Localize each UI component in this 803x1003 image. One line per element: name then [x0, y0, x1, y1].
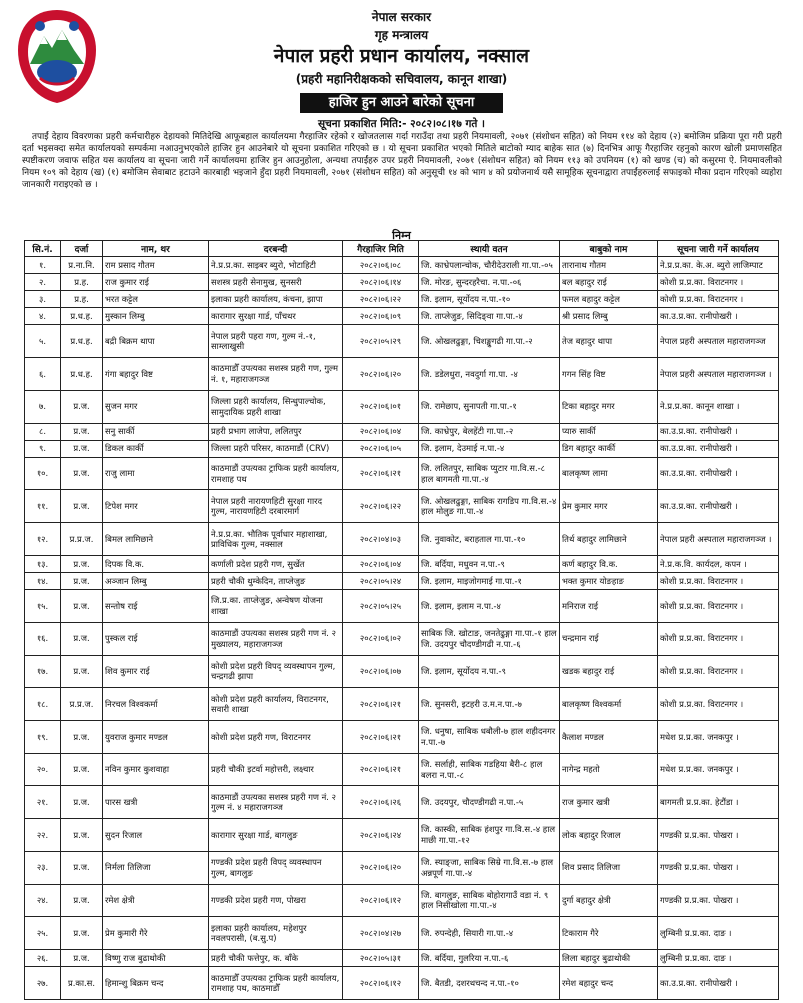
table-row [25, 590, 779, 623]
serial-cell: १८. [25, 688, 61, 721]
table-row [25, 257, 779, 274]
father-name-cell: रमेश बहादुर चन्द [560, 967, 658, 1000]
table-row [25, 523, 779, 556]
issuing-office-cell: लुम्बिनी प्र.प्र.का. दाङ । [658, 949, 779, 966]
address-cell: जि. धनुषा, साबिक धबौली-७ हाल शहीदनगर न.पा.-७ [419, 720, 560, 753]
father-name-cell: श्री प्रसाद लिम्बु [560, 308, 658, 325]
absent-date-cell: २०८२।०६।२१ [343, 753, 419, 786]
address-cell: जि. सुनसरी, इटहरी उ.म.न.पा.-७ [419, 688, 560, 721]
serial-cell: १९. [25, 720, 61, 753]
address-cell: जि. इलाम, सूर्योदय न.पा.-१० [419, 291, 560, 308]
serial-cell: २६. [25, 949, 61, 966]
rank-cell: प्र.ज. [61, 490, 103, 523]
publication-date: सूचना प्रकाशित मिति:- २०८२।०८।१७ गते । [318, 118, 485, 130]
rank-cell: प्र.प्र.ज. [61, 523, 103, 556]
posting-cell: गण्डकी प्रदेश प्रहरी गण, पोखरा [209, 884, 343, 917]
name-cell: सुजन मगर [103, 390, 209, 423]
father-name-cell: लिला बहादुर बुढाथोकी [560, 949, 658, 966]
absent-date-cell: २०८२।०६।२२ [343, 490, 419, 523]
posting-cell: काठमाडौँ उपत्यका सशस्त्र प्रहरी गण, गुल्म नं. १, महाराजगञ्ज [209, 358, 343, 391]
rank-cell: प्र.ज. [61, 390, 103, 423]
section-name: (प्रहरी महानिरीक्षकको सचिवालय, कानून शाखा) [295, 72, 508, 86]
serial-cell: २४. [25, 884, 61, 917]
serial-cell: ११. [25, 490, 61, 523]
rank-cell: प्र.ज. [61, 819, 103, 852]
serial-cell: १२. [25, 523, 61, 556]
rank-cell: प्र.ना.नि. [61, 257, 103, 274]
serial-cell: १४. [25, 572, 61, 589]
posting-cell: ने.प्र.प्र.का. भौतिक पूर्वाधार महाशाखा, प्राविधिक गुल्म, नक्साल [209, 523, 343, 556]
issuing-office-cell: लुम्बिनी प्र.प्र.का. दाङ । [658, 917, 779, 950]
father-name-cell: प्रेम कुमार मगर [560, 490, 658, 523]
rank-cell: प्र.ध.ह. [61, 358, 103, 391]
name-cell: सन्तोष राई [103, 590, 209, 623]
notice-paragraph: तपाईं देहाय विवरणका प्रहरी कर्मचारीहरु देहायको मितिदेखि आफूबहाल कार्यालयमा गैरहाजिर रहेको र खोजतलास गर्दा गराउँदा तथा प्रहरी नियमावली, २०७१ (संशोधन सहित) को नियम ११४ को देहाय (२) बमोजिम प्रक्रिया पूरा गरी प्रहरी दर्ता भइसक्दा समेत कार्यालयको सम्पर्कमा नआउनुभएकोले हाजिर हुन आउनेबारे यो सूचना प्रकाशित गरिएको छ । यो सूचना प्रकाशित भएको मितिले बाटोको म्याद बाहेक सात (७) दिनभित्र आफू गैरहाजिर रहनुको कारण खोली प्रमाणसहित स्पष्टीकरण जवाफ सहित यस कार्यालय वा सूचना जारी गर्ने कार्यालयमा हाजिर हुन आउनुहोला, अन्यथा तपाईंहरु उपर प्रहरी नियमावली, २०७१ (संशोधन सहित) को नियम ११३ को उपनियम (१) को खण्ड (च) को कसुरमा ऐ. नियमावलीको नियम १०९ को देहाय (ख) (१) बमोजिम सेवाबाट हटाउने कारबाही भइजाने हुँदा प्रहरी नियमावली, २०७१ (संशोधन सहित) को अनुसूची १४ को भाग ४ को प्रयोजनार्थ यसै सामूहिक सूचनाद्वारा तपाईंहरुलाई सफाइको मौका प्रदान गरिएको व्यहोरा जानकारी गराइएको छ । [22, 132, 782, 190]
father-name-cell: गगन सिंह विष्ट [560, 358, 658, 391]
absent-date-cell: २०८२।०६।०४ [343, 555, 419, 572]
serial-cell: ३. [25, 291, 61, 308]
father-name-cell: बालकृष्ण लामा [560, 457, 658, 490]
table-row [25, 308, 779, 325]
rank-cell: प्र.ज. [61, 572, 103, 589]
address-cell: जि. बैतडी, दशरथचन्द न.पा.-१० [419, 967, 560, 1000]
father-name-cell: दुर्गा बहादुर क्षेत्री [560, 884, 658, 917]
address-cell: जि. बर्दिया, मधुवन न.पा.-९ [419, 555, 560, 572]
table-row [25, 655, 779, 688]
father-name-cell: टिकाराम गैरे [560, 917, 658, 950]
issuing-office-cell: कोशी प्र.प्र.का. विराटनगर । [658, 291, 779, 308]
serial-cell: १६. [25, 622, 61, 655]
posting-cell: कारागार सुरक्षा गार्ड, बागलुङ [209, 819, 343, 852]
serial-cell: २७. [25, 967, 61, 1000]
name-cell: हिमान्शु बिक्रम चन्द [103, 967, 209, 1000]
father-name-cell: लोक बहादुर रिजाल [560, 819, 658, 852]
table-row [25, 291, 779, 308]
table-row [25, 572, 779, 589]
rank-cell: प्र.ज. [61, 555, 103, 572]
issuing-office-cell: कोशी प्र.प्र.का. विराटनगर । [658, 590, 779, 623]
absent-date-cell: २०८२।०६।२१ [343, 688, 419, 721]
address-cell: जि. इलाम, देउमाई न.पा.-४ [419, 440, 560, 457]
address-cell: जि. इलाम, इलाम न.पा.-४ [419, 590, 560, 623]
serial-cell: १. [25, 257, 61, 274]
rank-cell: प्र.ध.ह. [61, 325, 103, 358]
father-name-cell: कर्ण बहादुर वि.क. [560, 555, 658, 572]
issuing-office-cell: कोशी प्र.प्र.का. विराटनगर । [658, 688, 779, 721]
serial-cell: ४. [25, 308, 61, 325]
posting-cell: नेपाल प्रहरी नारायणहिटी सुरक्षा गारद गुल्म, नारायणहिटी दरबारमार्ग [209, 490, 343, 523]
table-row [25, 440, 779, 457]
issuing-office-cell: ने.प्र.प्र.का. के.अ. ब्युरो लाजिम्पाट [658, 257, 779, 274]
posting-cell: प्रहरी चौकी इटर्वा महोत्तरी, लक्ष्चार [209, 753, 343, 786]
name-cell: राजु लामा [103, 457, 209, 490]
posting-cell: प्रहरी चौकी फत्तेपुर, क. बाँके [209, 949, 343, 966]
table-row [25, 274, 779, 291]
table-row [25, 555, 779, 572]
rank-cell: प्र.का.स. [61, 967, 103, 1000]
absentee-table [24, 240, 779, 1000]
absent-date-cell: २०८२।०६।२१ [343, 720, 419, 753]
posting-cell: काठमाडौं उपत्यका ट्राफिक प्रहरी कार्यालय, रामशाह पथ [209, 457, 343, 490]
name-cell: टिपेश मगर [103, 490, 209, 523]
list-subheading: निम्न [392, 229, 411, 242]
absent-date-cell: २०८२।०६।०२ [343, 622, 419, 655]
name-cell: डिकल कार्की [103, 440, 209, 457]
table-row [25, 967, 779, 1000]
address-cell: जि. ताप्लेजुङ, सिदिङ्वा गा.पा.-४ [419, 308, 560, 325]
table-row [25, 949, 779, 966]
name-cell: भरत कट्टेल [103, 291, 209, 308]
serial-cell: २. [25, 274, 61, 291]
father-name-cell: चन्द्रमान राई [560, 622, 658, 655]
col-absent-date: गैरहाजिर मिति [343, 241, 419, 257]
table-row [25, 390, 779, 423]
serial-cell: ५. [25, 325, 61, 358]
posting-cell: कोशी प्रदेश प्रहरी विपद् व्यवस्थापन गुल्म, चन्द्रगढी झापा [209, 655, 343, 688]
posting-cell: जि.प्र.का. ताप्लेजुङ, अन्वेषण योजना शाखा [209, 590, 343, 623]
posting-cell: इलाका प्रहरी कार्यालय, महेशपुर नवलपरासी, (ब.सु.प) [209, 917, 343, 950]
rank-cell: प्र.ज. [61, 786, 103, 819]
name-cell: दिपक वि.क. [103, 555, 209, 572]
posting-cell: प्रहरी प्रभाग लाजेपा, ललितपुर [209, 423, 343, 440]
issuing-office-cell: मधेश प्र.प्र.का. जनकपुर । [658, 753, 779, 786]
name-cell: पारस खत्री [103, 786, 209, 819]
issuing-office-cell: ने.प्र.प्र.का. कानून शाखा । [658, 390, 779, 423]
serial-cell: २०. [25, 753, 61, 786]
posting-cell: काठमाडौं उपत्यका सशस्त्र प्रहरी गण नं. २ मुख्यालय, महाराजगञ्ज [209, 622, 343, 655]
issuing-office-cell: ने.प्र.क.वि. कार्यदल, कपन । [658, 555, 779, 572]
absent-date-cell: २०८२।०५।२५ [343, 590, 419, 623]
absent-date-cell: २०८२।०५।२४ [343, 572, 419, 589]
rank-cell: प्र.ज. [61, 917, 103, 950]
address-cell: जि. ओखलढुङ्गा, साबिक रागडिप गा.वि.स.-४ हाल मोलुङ गा.पा.-४ [419, 490, 560, 523]
absent-date-cell: २०८२।०६।०७ [343, 655, 419, 688]
issuing-office-cell: का.उ.प्र.का. रानीपोखरी । [658, 423, 779, 440]
father-name-cell: शिव प्रसाद तिलिजा [560, 851, 658, 884]
address-cell: जि. नुवाकोट, बराहताल गा.पा.-१० [419, 523, 560, 556]
table-row [25, 819, 779, 852]
absent-date-cell: २०८२।०६।०९ [343, 308, 419, 325]
name-cell: मुस्कान लिम्बु [103, 308, 209, 325]
issuing-office-cell: गण्डकी प्र.प्र.का. पोखरा । [658, 884, 779, 917]
address-cell: जि. काभ्रेपुर, बेलहेंटी गा.पा.-२ [419, 423, 560, 440]
col-address: स्थायी वतन [419, 241, 560, 257]
posting-cell: ने.प्र.प्र.का. साइबर ब्युरो, भोटाहिटी [209, 257, 343, 274]
serial-cell: १७. [25, 655, 61, 688]
address-cell: जि. मोरङ, सुन्दरहरैचा. न.पा.-०६ [419, 274, 560, 291]
name-cell: पुस्कल राई [103, 622, 209, 655]
address-cell: जि. बागलुङ, साबिक बोहोरागाउँ वडा नं. ९ हाल निसीखोला गा.पा.-४ [419, 884, 560, 917]
name-cell: निर्मला तिलिजा [103, 851, 209, 884]
table-row [25, 325, 779, 358]
serial-cell: २५. [25, 917, 61, 950]
table-row [25, 358, 779, 391]
posting-cell: काठमाडौं उपत्यका सशस्त्र प्रहरी गण नं. २ गुल्म नं. ४ महाराजगञ्ज [209, 786, 343, 819]
serial-cell: २२. [25, 819, 61, 852]
name-cell: अञ्जान लिम्बु [103, 572, 209, 589]
father-name-cell: नागेन्द्र महतो [560, 753, 658, 786]
name-cell: राम प्रसाद गौतम [103, 257, 209, 274]
name-cell: बिमल लामिछाने [103, 523, 209, 556]
rank-cell: प्र.ज. [61, 884, 103, 917]
issuing-office-cell: कोशी प्र.प्र.का. विराटनगर । [658, 274, 779, 291]
serial-cell: १५. [25, 590, 61, 623]
rank-cell: प्र.ज. [61, 851, 103, 884]
name-cell: नविन कुमार कुशवाहा [103, 753, 209, 786]
father-name-cell: मनिराज राई [560, 590, 658, 623]
rank-cell: प्र.ज. [61, 457, 103, 490]
father-name-cell: बल बहादुर राई [560, 274, 658, 291]
rank-cell: प्र.ह. [61, 291, 103, 308]
father-name-cell: तिर्थ बहादुर लामिछाने [560, 523, 658, 556]
father-name-cell: डिग बहादुर कार्की [560, 440, 658, 457]
table-row [25, 753, 779, 786]
posting-cell: कोशी प्रदेश प्रहरी गण, विराटनगर [209, 720, 343, 753]
issuing-office-cell: का.उ.प्र.का. रानीपोखरी । [658, 457, 779, 490]
rank-cell: प्र.ज. [61, 440, 103, 457]
ministry-name: गृह मन्त्रालय [374, 28, 429, 42]
issuing-office-cell: कोशी प्र.प्र.का. विराटनगर । [658, 655, 779, 688]
father-name-cell: राज कुमार खत्री [560, 786, 658, 819]
absent-date-cell: २०८२।०४।२७ [343, 917, 419, 950]
rank-cell: प्र.ह. [61, 274, 103, 291]
posting-cell: कोशी प्रदेश प्रहरी कार्यालय, विराटनगर, सवारी शाखा [209, 688, 343, 721]
rank-cell: प्र.प्र.ज. [61, 688, 103, 721]
table-row [25, 423, 779, 440]
name-cell: युवराज कुमार मण्डल [103, 720, 209, 753]
name-cell: शिव कुमार राई [103, 655, 209, 688]
posting-cell: काठमाडौँ उपत्यका ट्राफिक प्रहरी कार्यालय, रामशाह पथ, काठमाडौँ [209, 967, 343, 1000]
office-name: नेपाल प्रहरी प्रधान कार्यालय, नक्साल [273, 45, 530, 67]
table-row [25, 786, 779, 819]
name-cell: रमेश क्षेत्री [103, 884, 209, 917]
issuing-office-cell: का.उ.प्र.का. रानीपोखरी । [658, 308, 779, 325]
table-row [25, 884, 779, 917]
rank-cell: प्र.ज. [61, 949, 103, 966]
name-cell: विष्णु राज बुढाथोकी [103, 949, 209, 966]
issuing-office-cell: का.उ.प्र.का. रानीपोखरी । [658, 967, 779, 1000]
issuing-office-cell: कोशी प्र.प्र.का. विराटनगर । [658, 572, 779, 589]
table-row [25, 457, 779, 490]
serial-cell: १३. [25, 555, 61, 572]
col-name: नाम, थर [103, 241, 209, 257]
rank-cell: प्र.ज. [61, 720, 103, 753]
father-name-cell: खडक बहादुर राई [560, 655, 658, 688]
issuing-office-cell: मधेश प्र.प्र.का. जनकपुर । [658, 720, 779, 753]
address-cell: जि. उदयपुर, चौदण्डीगढी न.पा.-५ [419, 786, 560, 819]
table-row [25, 622, 779, 655]
posting-cell: नेपाल प्रहरी पहरा गण, गुल्म नं.-१, साम्लाखुसी [209, 325, 343, 358]
absent-date-cell: २०८२।०६।१२ [343, 967, 419, 1000]
government-name: नेपाल सरकार [371, 10, 432, 24]
table-header-row [25, 241, 779, 257]
name-cell: सुदन रिजाल [103, 819, 209, 852]
rank-cell: प्र.ज. [61, 423, 103, 440]
rank-cell: प्र.ज. [61, 590, 103, 623]
father-name-cell: तारानाथ गौतम [560, 257, 658, 274]
absent-date-cell: २०८२।०६।२६ [343, 786, 419, 819]
posting-cell: जिल्ला प्रहरी कार्यालय, सिन्धुपाल्चोक, सामुदायिक प्रहरी शाखा [209, 390, 343, 423]
father-name-cell: तेज बहादुर थापा [560, 325, 658, 358]
serial-cell: ६. [25, 358, 61, 391]
col-posting: दरबन्दी [209, 241, 343, 257]
table-row [25, 490, 779, 523]
issuing-office-cell: नेपाल प्रहरी अस्पताल महाराजगञ्ज [658, 325, 779, 358]
address-cell: साबिक जि. खोटाङ, जनतेढुङ्गा गा.पा.-१ हाल जि. उदयपुर चौदण्डीगढी न.पा.-६ [419, 622, 560, 655]
absent-date-cell: २०८२।०६।२१ [343, 457, 419, 490]
address-cell: जि. सर्लाही, साबिक गडहिया बैरी-८ हाल बलरा न.पा.-८ [419, 753, 560, 786]
address-cell: जि. काभ्रेपलान्चोक, चौरीदेउराली गा.पा.-०५ [419, 257, 560, 274]
issuing-office-cell: का.उ.प्र.का. रानीपोखरी । [658, 490, 779, 523]
posting-cell: गण्डकी प्रदेश प्रहरी विपद् व्यवस्थापन गुल्म, बागलुङ [209, 851, 343, 884]
name-cell: निरचल विश्वकर्मा [103, 688, 209, 721]
absent-date-cell: २०८२।०६।०४ [343, 423, 419, 440]
serial-cell: १०. [25, 457, 61, 490]
serial-cell: २१. [25, 786, 61, 819]
absent-date-cell: २०८२।०६।१४ [343, 274, 419, 291]
col-father-name: बाबुको नाम [560, 241, 658, 257]
serial-cell: ७. [25, 390, 61, 423]
posting-cell: प्रहरी चौकी थुम्केदिन, ताप्लेजुङ [209, 572, 343, 589]
issuing-office-cell: कोशी प्र.प्र.का. विराटनगर । [658, 622, 779, 655]
absent-date-cell: २०८२।०६।२० [343, 358, 419, 391]
posting-cell: कारागार सुरक्षा गार्ड, पाँचथर [209, 308, 343, 325]
address-cell: जि. डडेलधुरा, नवदुर्गा गा.पा. -४ [419, 358, 560, 391]
posting-cell: कर्णाली प्रदेश प्रहरी गण, सुर्खेत [209, 555, 343, 572]
table-row [25, 917, 779, 950]
rank-cell: प्र.ध.ह. [61, 308, 103, 325]
name-cell: बद्री बिक्रम थापा [103, 325, 209, 358]
posting-cell: जिल्ला प्रहरी परिसर, काठमाडौं (CRV) [209, 440, 343, 457]
table-row [25, 851, 779, 884]
address-cell: जि. कास्की, साबिक हंशपुर गा.वि.स.-४ हाल माछी गा.पा.-१२ [419, 819, 560, 852]
col-rank: दर्जा [61, 241, 103, 257]
address-cell: जि. स्याङ्जा, साबिक सिम्रे गा.वि.स.-७ हाल अन्नपूर्ण गा.पा.-४ [419, 851, 560, 884]
posting-cell: सशस्त्र प्रहरी सेनामुख, सुनसरी [209, 274, 343, 291]
issuing-office-cell: गण्डकी प्र.प्र.का. पोखरा । [658, 819, 779, 852]
father-name-cell: कैलाश मण्डल [560, 720, 658, 753]
address-cell: जि. बर्दिया, गुलरिया न.पा.-६ [419, 949, 560, 966]
issuing-office-cell: का.उ.प्र.का. रानीपोखरी । [658, 440, 779, 457]
absent-date-cell: २०८२।०५।३१ [343, 949, 419, 966]
absent-date-cell: २०८२।०४।०३ [343, 523, 419, 556]
table-row [25, 720, 779, 753]
table-row [25, 688, 779, 721]
father-name-cell: फमल बहादुर कट्टेल [560, 291, 658, 308]
rank-cell: प्र.ज. [61, 655, 103, 688]
rank-cell: प्र.ज. [61, 622, 103, 655]
issuing-office-cell: गण्डकी प्र.प्र.का. पोखरा । [658, 851, 779, 884]
serial-cell: २३. [25, 851, 61, 884]
issuing-office-cell: नेपाल प्रहरी अस्पताल महाराजगञ्ज । [658, 358, 779, 391]
absent-date-cell: २०८२।०६।०८ [343, 257, 419, 274]
notice-body [22, 131, 782, 227]
father-name-cell: बालकृष्ण विश्वकर्मा [560, 688, 658, 721]
absent-date-cell: २०८२।०६।०१ [343, 390, 419, 423]
issuing-office-cell: बागमती प्र.प्र.का. हेटौंडा । [658, 786, 779, 819]
col-issuing-office: सूचना जारी गर्ने कार्यालय [658, 241, 779, 257]
absent-date-cell: २०८२।०६।०५ [343, 440, 419, 457]
absent-date-cell: २०८२।०५।२९ [343, 325, 419, 358]
absent-date-cell: २०८२।०६।१२ [343, 884, 419, 917]
address-cell: जि. ललितपुर, साबिक प्युटार गा.वि.स.-८ हाल बागमती गा.पा.-४ [419, 457, 560, 490]
notice-title: हाजिर हुन आउने बारेको सूचना [300, 93, 503, 113]
address-cell: जि. रुपन्देही, सियारी गा.पा.-४ [419, 917, 560, 950]
father-name-cell: टिका बहादुर मगर [560, 390, 658, 423]
address-cell: जि. इलाम, माइजोगमाई गा.पा.-१ [419, 572, 560, 589]
name-cell: प्रेम कुमारी गैरे [103, 917, 209, 950]
col-serial: सि.नं. [25, 241, 61, 257]
serial-cell: ८. [25, 423, 61, 440]
posting-cell: इलाका प्रहरी कार्यालय, कंचना, झापा [209, 291, 343, 308]
address-cell: जि. ओखलढुङ्गा, चिशङ्खुगढी गा.पा.-२ [419, 325, 560, 358]
name-cell: सनु सार्की [103, 423, 209, 440]
absent-date-cell: २०८२।०६।२४ [343, 819, 419, 852]
rank-cell: प्र.ज. [61, 753, 103, 786]
father-name-cell: प्यारु सार्की [560, 423, 658, 440]
address-cell: जि. रामेछाप, सुनापती गा.पा.-१ [419, 390, 560, 423]
issuing-office-cell: नेपाल प्रहरी अस्पताल महाराजगञ्ज । [658, 523, 779, 556]
address-cell: जि. इलाम, सूर्योदय न.पा.-९ [419, 655, 560, 688]
absent-date-cell: २०८२।०६।२२ [343, 291, 419, 308]
serial-cell: ९. [25, 440, 61, 457]
name-cell: राज कुमार राई [103, 274, 209, 291]
father-name-cell: भक्त कुमार योङहाङ [560, 572, 658, 589]
absent-date-cell: २०८२।०६।२० [343, 851, 419, 884]
name-cell: गंगा बहादुर विष्ट [103, 358, 209, 391]
